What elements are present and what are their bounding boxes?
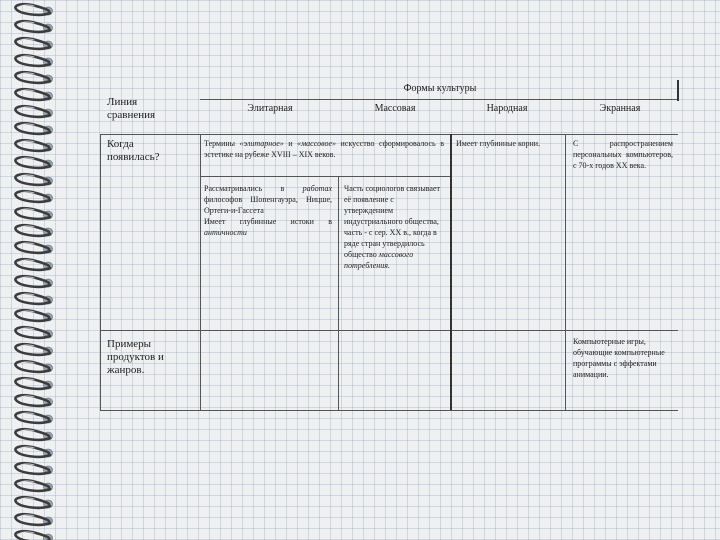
cell-screen-when: С распространением персональных компьютеров, с 70-х годов XX века.	[573, 139, 673, 170]
column-header-folk: Народная	[486, 103, 528, 114]
cell-elite-mass-terms: Термины «элитарное» и «массовое» искусство сформировалось в эстетике на рубеже XVIII – XIX веков.	[204, 139, 444, 159]
screen-left-border	[565, 134, 566, 410]
cell-folk-when: Имеет глубинные корни.	[456, 139, 541, 148]
header-right-border	[677, 80, 679, 101]
column-header-screen: Экранная	[599, 103, 641, 114]
mid-elite-mass-border	[338, 176, 339, 410]
cell-elite-detail: Рассматривались в работах философов Шопенгауэра, Ницше, Ортеги-и-Гассета Имеет глубинные истоки в античности	[204, 184, 332, 237]
forms-of-culture-header: Формы культуры	[403, 83, 477, 94]
table-bottom-rule	[100, 410, 678, 411]
column-header-elite: Элитарная	[247, 103, 293, 114]
row1-split-rule	[200, 176, 450, 177]
header-top-rule	[200, 99, 678, 100]
header-bottom-rule	[100, 134, 678, 135]
column-header-mass: Массовая	[374, 103, 416, 114]
row-label-when: Когда появилась?	[107, 138, 160, 163]
row-divider-rule	[100, 330, 678, 331]
left-border	[100, 134, 101, 410]
cell-screen-examples: Компьютерные игры, обучающие компьютерные программы с эффектами анимации.	[573, 337, 665, 379]
col1-border	[200, 134, 201, 410]
folk-left-border	[450, 134, 452, 410]
row-label-examples: Примеры продуктов и жанров.	[107, 338, 164, 376]
cell-mass-detail: Часть социологов связывает её появление с утверждением индустриального общества, часть - с сер. XX в., когда в ряде стран утвердилось общество массового потребления.	[344, 184, 441, 270]
comparison-line-header: Линия сравнения	[107, 96, 156, 121]
